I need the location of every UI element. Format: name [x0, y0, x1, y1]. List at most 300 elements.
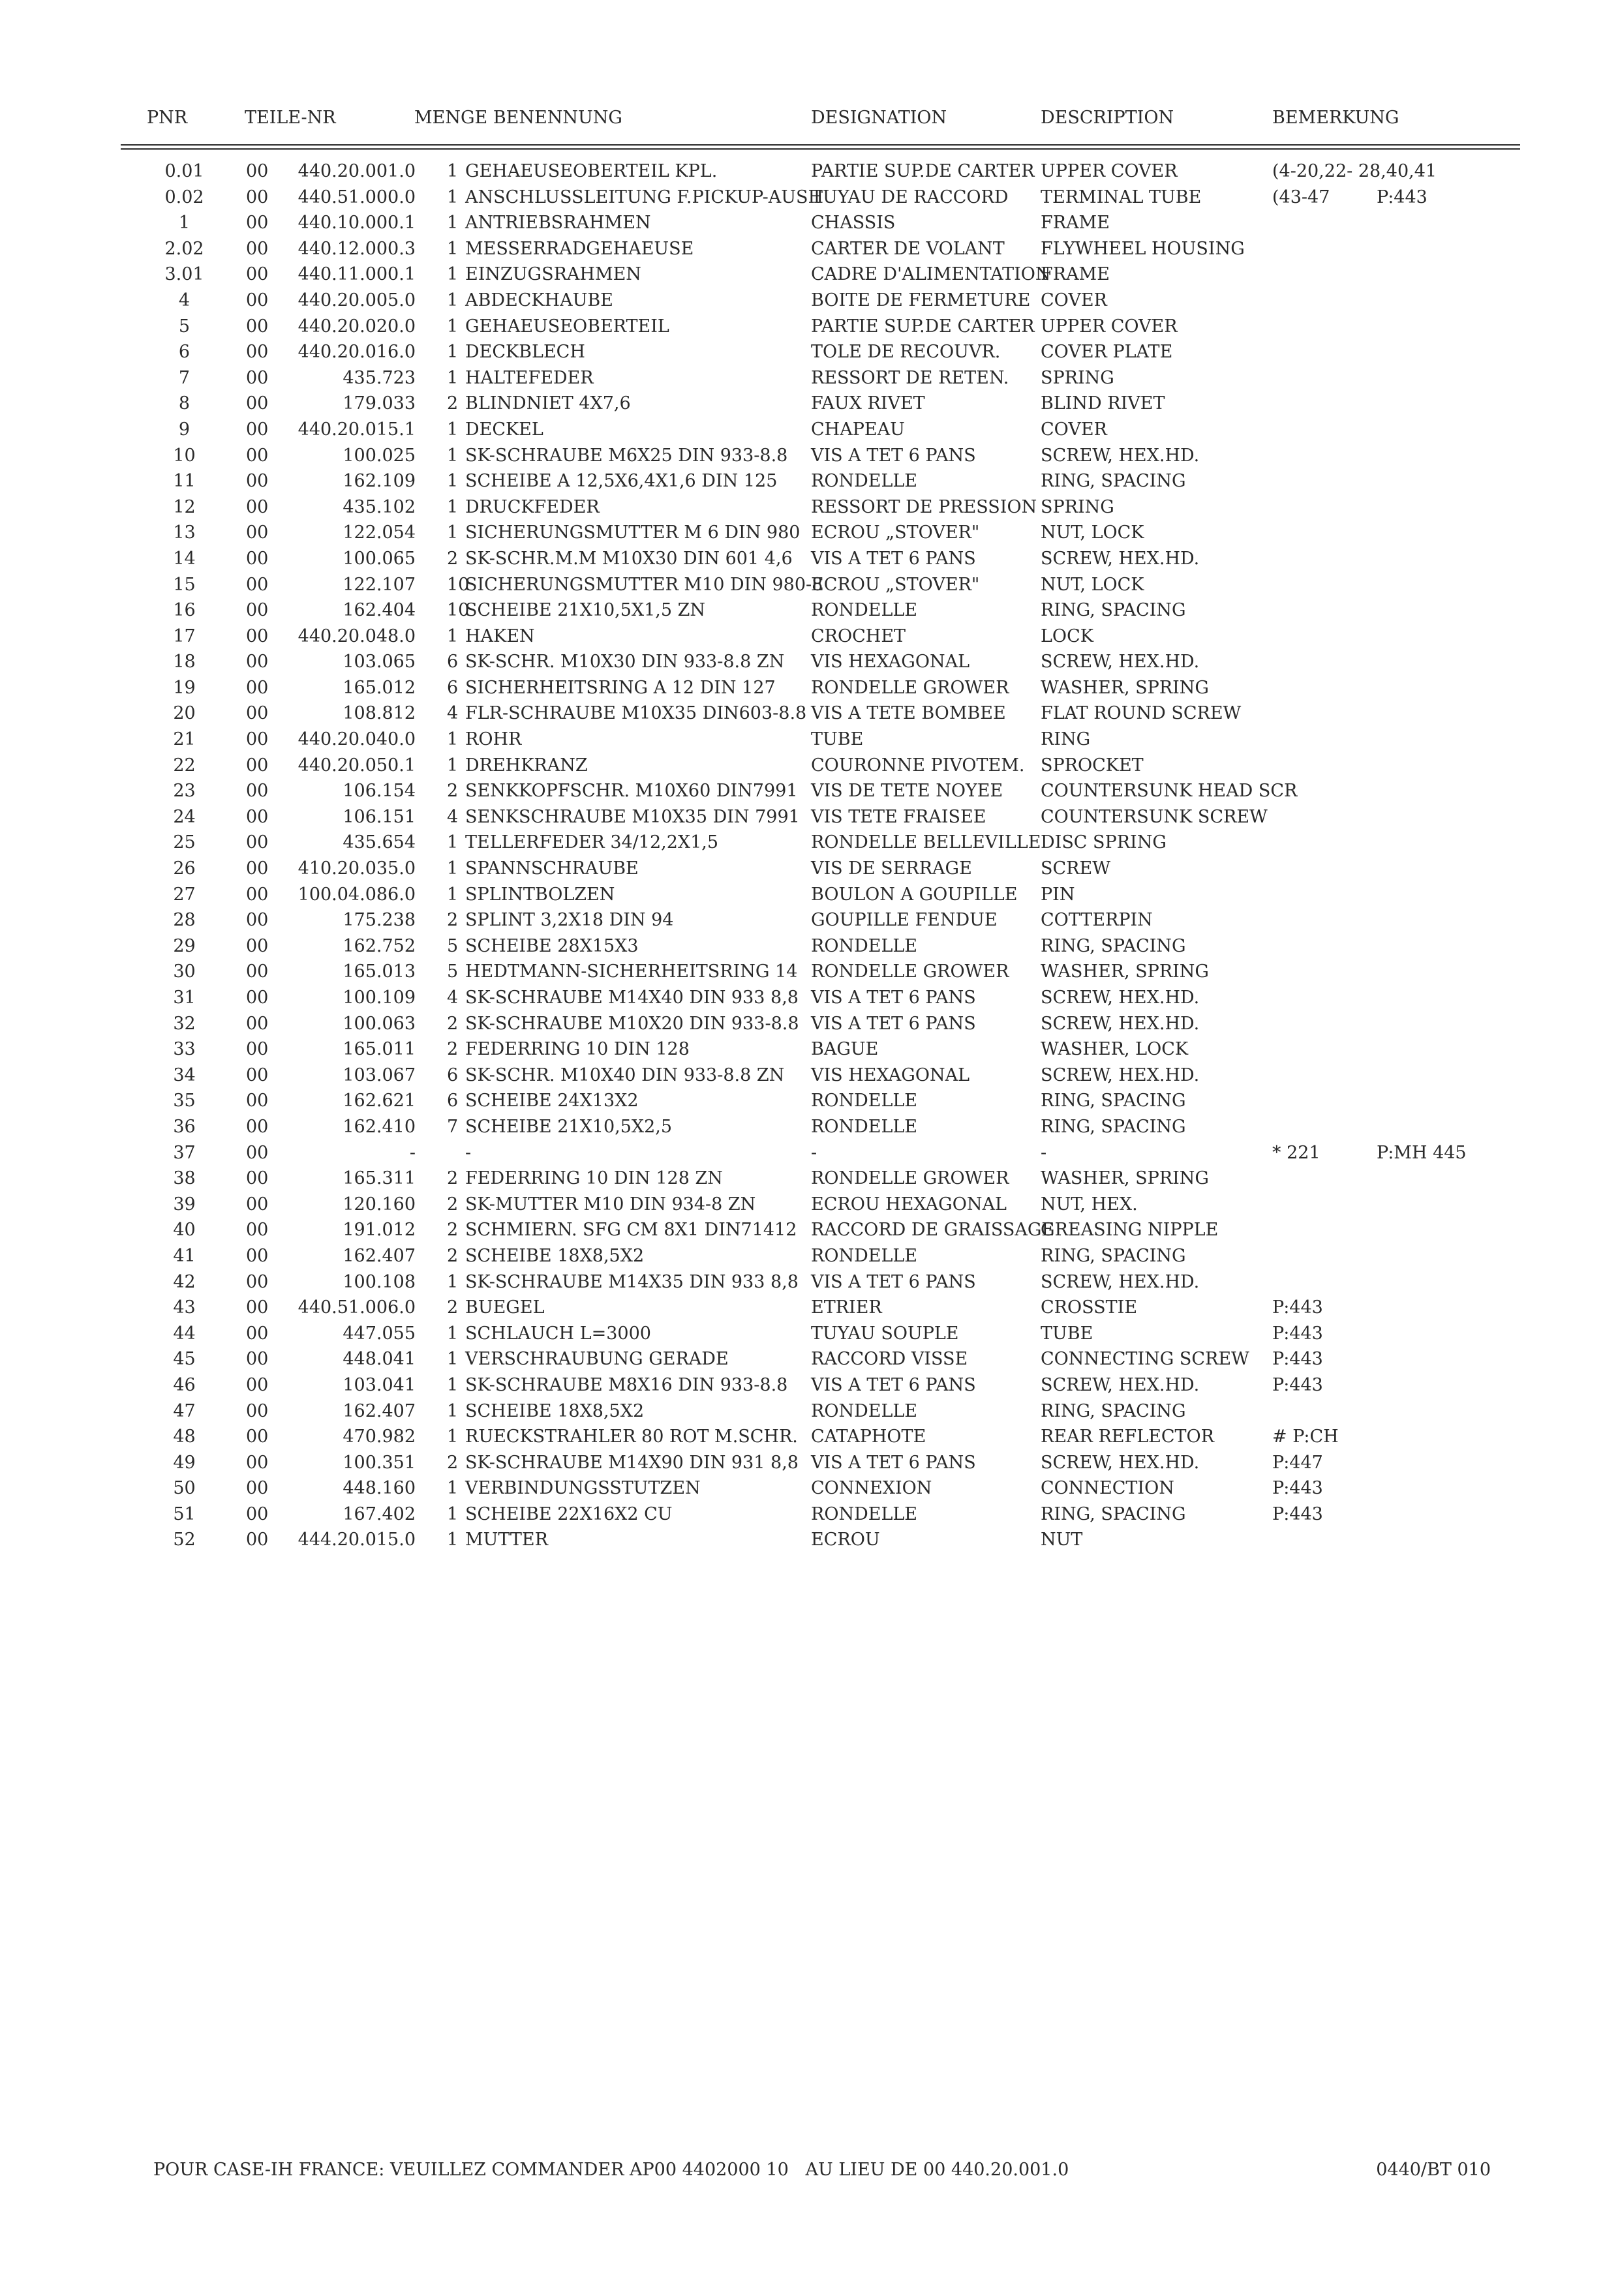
part-prefix: 00: [246, 522, 269, 543]
part-number: 162.410: [343, 1116, 416, 1137]
part-pnr: 42: [173, 1271, 196, 1292]
part-quantity: 1: [447, 884, 459, 905]
part-prefix: 00: [246, 729, 269, 750]
part-description: RING, SPACING: [1041, 600, 1186, 621]
part-description: RING, SPACING: [1041, 1091, 1186, 1111]
part-quantity: 2: [447, 1194, 459, 1215]
part-number: 440.20.016.0: [298, 342, 416, 363]
table-row: [121, 985, 1530, 1011]
table-row: [121, 210, 1530, 236]
part-quantity: 2: [447, 1297, 459, 1318]
part-designation: TOLE DE RECOUVR.: [811, 342, 1001, 363]
table-row: [121, 1321, 1530, 1347]
part-description: COUNTERSUNK SCREW: [1041, 806, 1268, 827]
part-benennung: SK-SCHR. M10X30 DIN 933-8.8 ZN: [465, 652, 785, 672]
part-designation: ETRIER: [811, 1297, 882, 1318]
table-row: [121, 262, 1530, 288]
part-pnr: 5: [178, 316, 191, 337]
part-description: BLIND RIVET: [1041, 393, 1165, 414]
part-description: TERMINAL TUBE: [1041, 187, 1202, 207]
table-row: [121, 830, 1530, 856]
part-number: 440.20.048.0: [298, 626, 416, 646]
part-description: DISC SPRING: [1041, 832, 1167, 853]
part-prefix: 00: [246, 1039, 269, 1060]
part-pnr: 15: [173, 574, 196, 595]
part-number: 162.404: [343, 600, 416, 621]
table-row: [121, 365, 1530, 391]
part-pnr: 37: [173, 1142, 196, 1163]
part-number: 440.20.001.0: [298, 161, 416, 181]
part-pnr: 49: [173, 1452, 196, 1473]
part-designation: VIS A TET 6 PANS: [811, 1452, 976, 1473]
part-pnr: 13: [173, 522, 196, 543]
part-description: TUBE: [1041, 1323, 1093, 1344]
part-description: FLAT ROUND SCREW: [1041, 703, 1242, 724]
part-number: 122.054: [343, 522, 416, 543]
part-quantity: 7: [447, 1116, 459, 1137]
part-prefix: 00: [246, 961, 269, 982]
table-header: [121, 108, 1530, 139]
part-description: RING, SPACING: [1041, 1503, 1186, 1524]
part-prefix: 00: [246, 1142, 269, 1163]
part-quantity: 4: [447, 703, 459, 724]
part-pnr: 4: [178, 290, 191, 310]
part-pnr: 32: [173, 1013, 196, 1034]
part-pnr: 46: [173, 1374, 196, 1395]
part-designation: RESSORT DE RETEN.: [811, 367, 1009, 388]
part-pnr: 17: [173, 626, 196, 646]
part-quantity: 1: [447, 290, 459, 310]
part-pnr: 52: [173, 1530, 196, 1550]
part-quantity: 1: [447, 1478, 459, 1499]
part-prefix: 00: [246, 1245, 269, 1266]
table-row: [121, 1166, 1530, 1192]
part-number: 100.351: [343, 1452, 416, 1473]
part-description: CONNECTION: [1041, 1478, 1174, 1499]
part-number: 103.065: [343, 652, 416, 672]
part-pnr: 1: [178, 213, 191, 234]
table-row: [121, 907, 1530, 933]
part-benennung: SCHEIBE 24X13X2: [465, 1091, 639, 1111]
part-benennung: GEHAEUSEOBERTEIL: [465, 316, 669, 337]
part-benennung: SENKKOPFSCHR. M10X60 DIN7991: [465, 781, 798, 802]
part-pnr: 16: [173, 600, 196, 621]
part-designation: FAUX RIVET: [811, 393, 925, 414]
part-number: 162.407: [343, 1400, 416, 1421]
part-benennung: -: [465, 1142, 472, 1163]
part-bemerkung: P:447: [1272, 1452, 1323, 1473]
part-benennung: HEDTMANN-SICHERHEITSRING 14: [465, 961, 798, 982]
part-number: 448.160: [343, 1478, 416, 1499]
part-quantity: 1: [447, 187, 459, 207]
part-description: RING, SPACING: [1041, 471, 1186, 492]
part-designation: TUBE: [811, 729, 864, 750]
part-bemerkung: P:443: [1272, 1374, 1323, 1395]
part-quantity: 1: [447, 316, 459, 337]
part-designation: COURONNE PIVOTEM.: [811, 755, 1025, 776]
part-prefix: 00: [246, 290, 269, 310]
part-number: 191.012: [343, 1220, 416, 1241]
part-number: 106.154: [343, 781, 416, 802]
part-designation: RONDELLE: [811, 471, 918, 492]
table-row: [121, 572, 1530, 598]
part-description: CROSSTIE: [1041, 1297, 1138, 1318]
part-description: NUT: [1041, 1530, 1083, 1550]
part-pnr: 41: [173, 1245, 196, 1266]
table-row: [121, 727, 1530, 753]
part-description: NUT, HEX.: [1041, 1194, 1138, 1215]
part-quantity: 2: [447, 1245, 459, 1266]
table-row: [121, 417, 1530, 443]
part-description: RING, SPACING: [1041, 1245, 1186, 1266]
part-description: RING, SPACING: [1041, 1400, 1186, 1421]
part-pnr: 27: [173, 884, 196, 905]
part-pnr: 39: [173, 1194, 196, 1215]
part-designation: VIS TETE FRAISEE: [811, 806, 986, 827]
part-designation: PARTIE SUP.DE CARTER: [811, 161, 1035, 181]
part-description: COVER: [1041, 419, 1107, 440]
part-prefix: 00: [246, 1478, 269, 1499]
part-prefix: 00: [246, 626, 269, 646]
part-benennung: ABDECKHAUBE: [465, 290, 613, 310]
table-row: [121, 1217, 1530, 1243]
part-number: 435.723: [343, 367, 416, 388]
part-benennung: SCHEIBE 18X8,5X2: [465, 1400, 645, 1421]
part-pnr: 22: [173, 755, 196, 776]
part-number: 122.107: [343, 574, 416, 595]
part-benennung: BUEGEL: [465, 1297, 545, 1318]
part-description: FLYWHEEL HOUSING: [1041, 238, 1245, 259]
part-quantity: 1: [447, 161, 459, 181]
part-number: 120.160: [343, 1194, 416, 1215]
table-row: [121, 1346, 1530, 1372]
part-description: RING, SPACING: [1041, 1116, 1186, 1137]
table-row: [121, 597, 1530, 624]
part-bemerkung: P:443: [1272, 1478, 1323, 1499]
part-benennung: SCHEIBE 22X16X2 CU: [465, 1503, 673, 1524]
part-designation: VIS A TET 6 PANS: [811, 1374, 976, 1395]
part-number: 100.063: [343, 1013, 416, 1034]
part-prefix: 00: [246, 367, 269, 388]
table-row: [121, 1372, 1530, 1398]
part-quantity: 1: [447, 1349, 459, 1370]
table-row: [121, 1475, 1530, 1502]
part-prefix: 00: [246, 1503, 269, 1524]
header-pnr: PNR: [147, 108, 188, 128]
part-prefix: 00: [246, 858, 269, 879]
part-prefix: 00: [246, 1400, 269, 1421]
part-designation: RONDELLE: [811, 600, 918, 621]
table-row: [121, 701, 1530, 727]
part-pnr: 48: [173, 1427, 196, 1447]
header-bemerkung: BEMERKUNG: [1272, 108, 1399, 128]
part-description: GREASING NIPPLE: [1041, 1220, 1219, 1241]
part-description: SCREW, HEX.HD.: [1041, 548, 1200, 569]
part-pnr: 30: [173, 961, 196, 982]
part-pnr: 51: [173, 1503, 196, 1524]
part-benennung: VERSCHRAUBUNG GERADE: [465, 1349, 729, 1370]
part-description: SPRING: [1041, 367, 1114, 388]
table-row: [121, 185, 1530, 211]
part-description: NUT, LOCK: [1041, 574, 1144, 595]
part-number: 410.20.035.0: [298, 858, 416, 879]
part-quantity: 1: [447, 238, 459, 259]
part-description: RING: [1041, 729, 1091, 750]
part-prefix: 00: [246, 1323, 269, 1344]
part-description: REAR REFLECTOR: [1041, 1427, 1214, 1447]
table-row: [121, 1450, 1530, 1476]
part-benennung: MUTTER: [465, 1530, 548, 1550]
table-row: [121, 1036, 1530, 1063]
part-quantity: 6: [447, 1091, 459, 1111]
table-row: [121, 1398, 1530, 1425]
table-row: [121, 1243, 1530, 1269]
table-row: [121, 882, 1530, 908]
part-description: SCREW: [1041, 858, 1110, 879]
part-quantity: 4: [447, 988, 459, 1008]
part-benennung: SCHEIBE 21X10,5X2,5: [465, 1116, 673, 1137]
part-prefix: 00: [246, 1116, 269, 1137]
part-prefix: 00: [246, 677, 269, 698]
part-number: 440.20.050.1: [298, 755, 416, 776]
part-description: COVER: [1041, 290, 1107, 310]
part-number: 100.109: [343, 988, 416, 1008]
part-pnr: 44: [173, 1323, 196, 1344]
part-quantity: 6: [447, 677, 459, 698]
part-benennung: SPLINT 3,2X18 DIN 94: [465, 910, 674, 931]
part-quantity: 1: [447, 1323, 459, 1344]
part-pnr: 3.01: [164, 264, 204, 285]
part-designation: RONDELLE: [811, 935, 918, 956]
part-designation: BAGUE: [811, 1039, 879, 1060]
table-row: [121, 1269, 1530, 1295]
part-benennung: DECKEL: [465, 419, 543, 440]
part-benennung: SCHMIERN. SFG CM 8X1 DIN71412: [465, 1220, 797, 1241]
part-quantity: 1: [447, 626, 459, 646]
part-pnr: 31: [173, 988, 196, 1008]
part-pnr: 24: [173, 806, 196, 827]
table-row: [121, 959, 1530, 985]
part-pnr: 23: [173, 781, 196, 802]
part-quantity: 1: [447, 755, 459, 776]
part-number: 100.04.086.0: [298, 884, 416, 905]
part-description: FRAME: [1041, 264, 1110, 285]
table-row: [121, 1011, 1530, 1037]
part-pnr: 19: [173, 677, 196, 698]
part-description: WASHER, SPRING: [1041, 677, 1210, 698]
table-row: [121, 1502, 1530, 1528]
part-bemerkung: P:443: [1272, 1297, 1323, 1318]
part-designation: VIS A TET 6 PANS: [811, 988, 976, 1008]
part-prefix: 00: [246, 703, 269, 724]
part-quantity: 1: [447, 264, 459, 285]
part-bemerkung: P:443: [1272, 1349, 1323, 1370]
part-prefix: 00: [246, 1168, 269, 1189]
table-row: [121, 159, 1530, 185]
part-quantity: 1: [447, 729, 459, 750]
part-description: LOCK: [1041, 626, 1093, 646]
part-pnr: 34: [173, 1065, 196, 1085]
part-designation: ECROU „STOVER": [811, 522, 980, 543]
part-benennung: DRUCKFEDER: [465, 496, 600, 517]
part-designation: RONDELLE: [811, 1400, 918, 1421]
part-pnr: 9: [178, 419, 191, 440]
part-benennung: SK-SCHRAUBE M6X25 DIN 933-8.8: [465, 445, 788, 466]
part-number: 440.51.000.0: [298, 187, 416, 207]
part-designation: CROCHET: [811, 626, 906, 646]
part-number: 444.20.015.0: [298, 1530, 416, 1550]
header-menge-benennung: MENGE BENENNUNG: [414, 108, 622, 128]
part-pnr: 50: [173, 1478, 196, 1499]
part-prefix: 00: [246, 548, 269, 569]
part-description: CONNECTING SCREW: [1041, 1349, 1249, 1370]
part-number: 165.012: [343, 677, 416, 698]
part-designation: -: [811, 1142, 817, 1163]
part-description: WASHER, SPRING: [1041, 961, 1210, 982]
part-number: 435.654: [343, 832, 416, 853]
part-description: COUNTERSUNK HEAD SCR: [1041, 781, 1298, 802]
part-quantity: 1: [447, 832, 459, 853]
part-benennung: RUECKSTRAHLER 80 ROT M.SCHR.: [465, 1427, 798, 1447]
table-row: [121, 1295, 1530, 1321]
parts-list-sheet: [121, 108, 1530, 1550]
part-description: SCREW, HEX.HD.: [1041, 988, 1200, 1008]
part-designation: RONDELLE: [811, 1116, 918, 1137]
part-description: COVER PLATE: [1041, 342, 1173, 363]
part-designation: BOULON A GOUPILLE: [811, 884, 1018, 905]
part-designation: CHAPEAU: [811, 419, 905, 440]
table-row: [121, 804, 1530, 830]
part-benennung: SCHEIBE 18X8,5X2: [465, 1245, 645, 1266]
part-description: -: [1041, 1142, 1047, 1163]
part-designation: RONDELLE: [811, 1503, 918, 1524]
part-prefix: 00: [246, 988, 269, 1008]
part-designation: RONDELLE GROWER: [811, 677, 1009, 698]
part-designation: VIS A TET 6 PANS: [811, 1271, 976, 1292]
part-number: 167.402: [343, 1503, 416, 1524]
part-benennung: SK-SCHR. M10X40 DIN 933-8.8 ZN: [465, 1065, 785, 1085]
part-benennung: SK-SCHRAUBE M14X35 DIN 933 8,8: [465, 1271, 799, 1292]
part-pnr: 0.01: [164, 161, 204, 181]
table-row: [121, 1088, 1530, 1114]
part-benennung: SICHERUNGSMUTTER M10 DIN 980-8: [465, 574, 823, 595]
part-benennung: SENKSCHRAUBE M10X35 DIN 7991: [465, 806, 800, 827]
part-designation: ECROU: [811, 1530, 880, 1550]
part-number: 100.065: [343, 548, 416, 569]
part-prefix: 00: [246, 1220, 269, 1241]
part-description: SCREW, HEX.HD.: [1041, 1013, 1200, 1034]
part-prefix: 00: [246, 1374, 269, 1395]
part-benennung: VERBINDUNGSSTUTZEN: [465, 1478, 701, 1499]
part-benennung: SK-SCHR.M.M M10X30 DIN 601 4,6: [465, 548, 793, 569]
table-row: [121, 649, 1530, 675]
part-designation: RONDELLE GROWER: [811, 1168, 1009, 1189]
part-description: SCREW, HEX.HD.: [1041, 445, 1200, 466]
part-prefix: 00: [246, 1271, 269, 1292]
table-row: [121, 1063, 1530, 1089]
part-quantity: 5: [447, 961, 459, 982]
part-pnr: 28: [173, 910, 196, 931]
table-row: [121, 624, 1530, 650]
part-prefix: 00: [246, 574, 269, 595]
part-prefix: 00: [246, 213, 269, 234]
part-designation: VIS A TET 6 PANS: [811, 548, 976, 569]
part-designation: GOUPILLE FENDUE: [811, 910, 998, 931]
part-quantity: 2: [447, 1452, 459, 1473]
part-pnr: 18: [173, 652, 196, 672]
part-number: 162.109: [343, 471, 416, 492]
part-benennung: SPLINTBOLZEN: [465, 884, 615, 905]
part-description: PIN: [1041, 884, 1075, 905]
part-quantity: 1: [447, 367, 459, 388]
part-designation: PARTIE SUP.DE CARTER: [811, 316, 1035, 337]
part-pnr: 35: [173, 1091, 196, 1111]
part-description: FRAME: [1041, 213, 1110, 234]
part-quantity: 4: [447, 806, 459, 827]
part-pnr: 43: [173, 1297, 196, 1318]
part-designation: ECROU HEXAGONAL: [811, 1194, 1007, 1215]
part-benennung: TELLERFEDER 34/12,2X1,5: [465, 832, 719, 853]
table-row: [121, 1527, 1530, 1553]
part-bemerkung: P:443: [1272, 1323, 1323, 1344]
table-row: [121, 933, 1530, 959]
part-pnr: 10: [173, 445, 196, 466]
part-benennung: HALTEFEDER: [465, 367, 594, 388]
part-number: 100.108: [343, 1271, 416, 1292]
part-prefix: 00: [246, 1013, 269, 1034]
part-designation: CHASSIS: [811, 213, 896, 234]
part-quantity: 10: [447, 600, 470, 621]
table-row: [121, 443, 1530, 469]
part-quantity: 1: [447, 445, 459, 466]
part-quantity: 1: [447, 1400, 459, 1421]
table-row: [121, 546, 1530, 572]
header-divider: [121, 144, 1520, 150]
part-pnr: 2.02: [164, 238, 204, 259]
part-quantity: 1: [447, 1271, 459, 1292]
table-row: [121, 778, 1530, 804]
part-pnr: 33: [173, 1039, 196, 1060]
part-benennung: SCHEIBE 28X15X3: [465, 935, 639, 956]
part-benennung: EINZUGSRAHMEN: [465, 264, 641, 285]
part-prefix: 00: [246, 1452, 269, 1473]
part-designation: CONNEXION: [811, 1478, 932, 1499]
part-quantity: 1: [447, 342, 459, 363]
part-bemerkung: (4-20,22- 28,40,41: [1272, 161, 1437, 181]
part-description: UPPER COVER: [1041, 316, 1178, 337]
part-prefix: 00: [246, 600, 269, 621]
part-quantity: 1: [447, 522, 459, 543]
part-number: 103.041: [343, 1374, 416, 1395]
part-prefix: 00: [246, 161, 269, 181]
page-footer: [153, 2160, 1491, 2186]
part-number: 106.151: [343, 806, 416, 827]
part-prefix: 00: [246, 1427, 269, 1447]
part-prefix: 00: [246, 806, 269, 827]
part-designation: CATAPHOTE: [811, 1427, 926, 1447]
footer-order-note: POUR CASE-IH FRANCE: VEUILLEZ COMMANDER AP00 4402000 10 AU LIEU DE 00 440.20.001.0: [153, 2160, 1069, 2180]
part-benennung: GEHAEUSEOBERTEIL KPL.: [465, 161, 718, 181]
part-designation: VIS HEXAGONAL: [811, 1065, 970, 1085]
part-designation: VIS A TETE BOMBEE: [811, 703, 1006, 724]
part-designation: TUYAU SOUPLE: [811, 1323, 959, 1344]
part-quantity: 1: [447, 419, 459, 440]
part-designation: VIS DE SERRAGE: [811, 858, 972, 879]
part-quantity: 6: [447, 1065, 459, 1085]
part-designation: RESSORT DE PRESSION: [811, 496, 1037, 517]
part-prefix: 00: [246, 316, 269, 337]
part-quantity: 6: [447, 652, 459, 672]
